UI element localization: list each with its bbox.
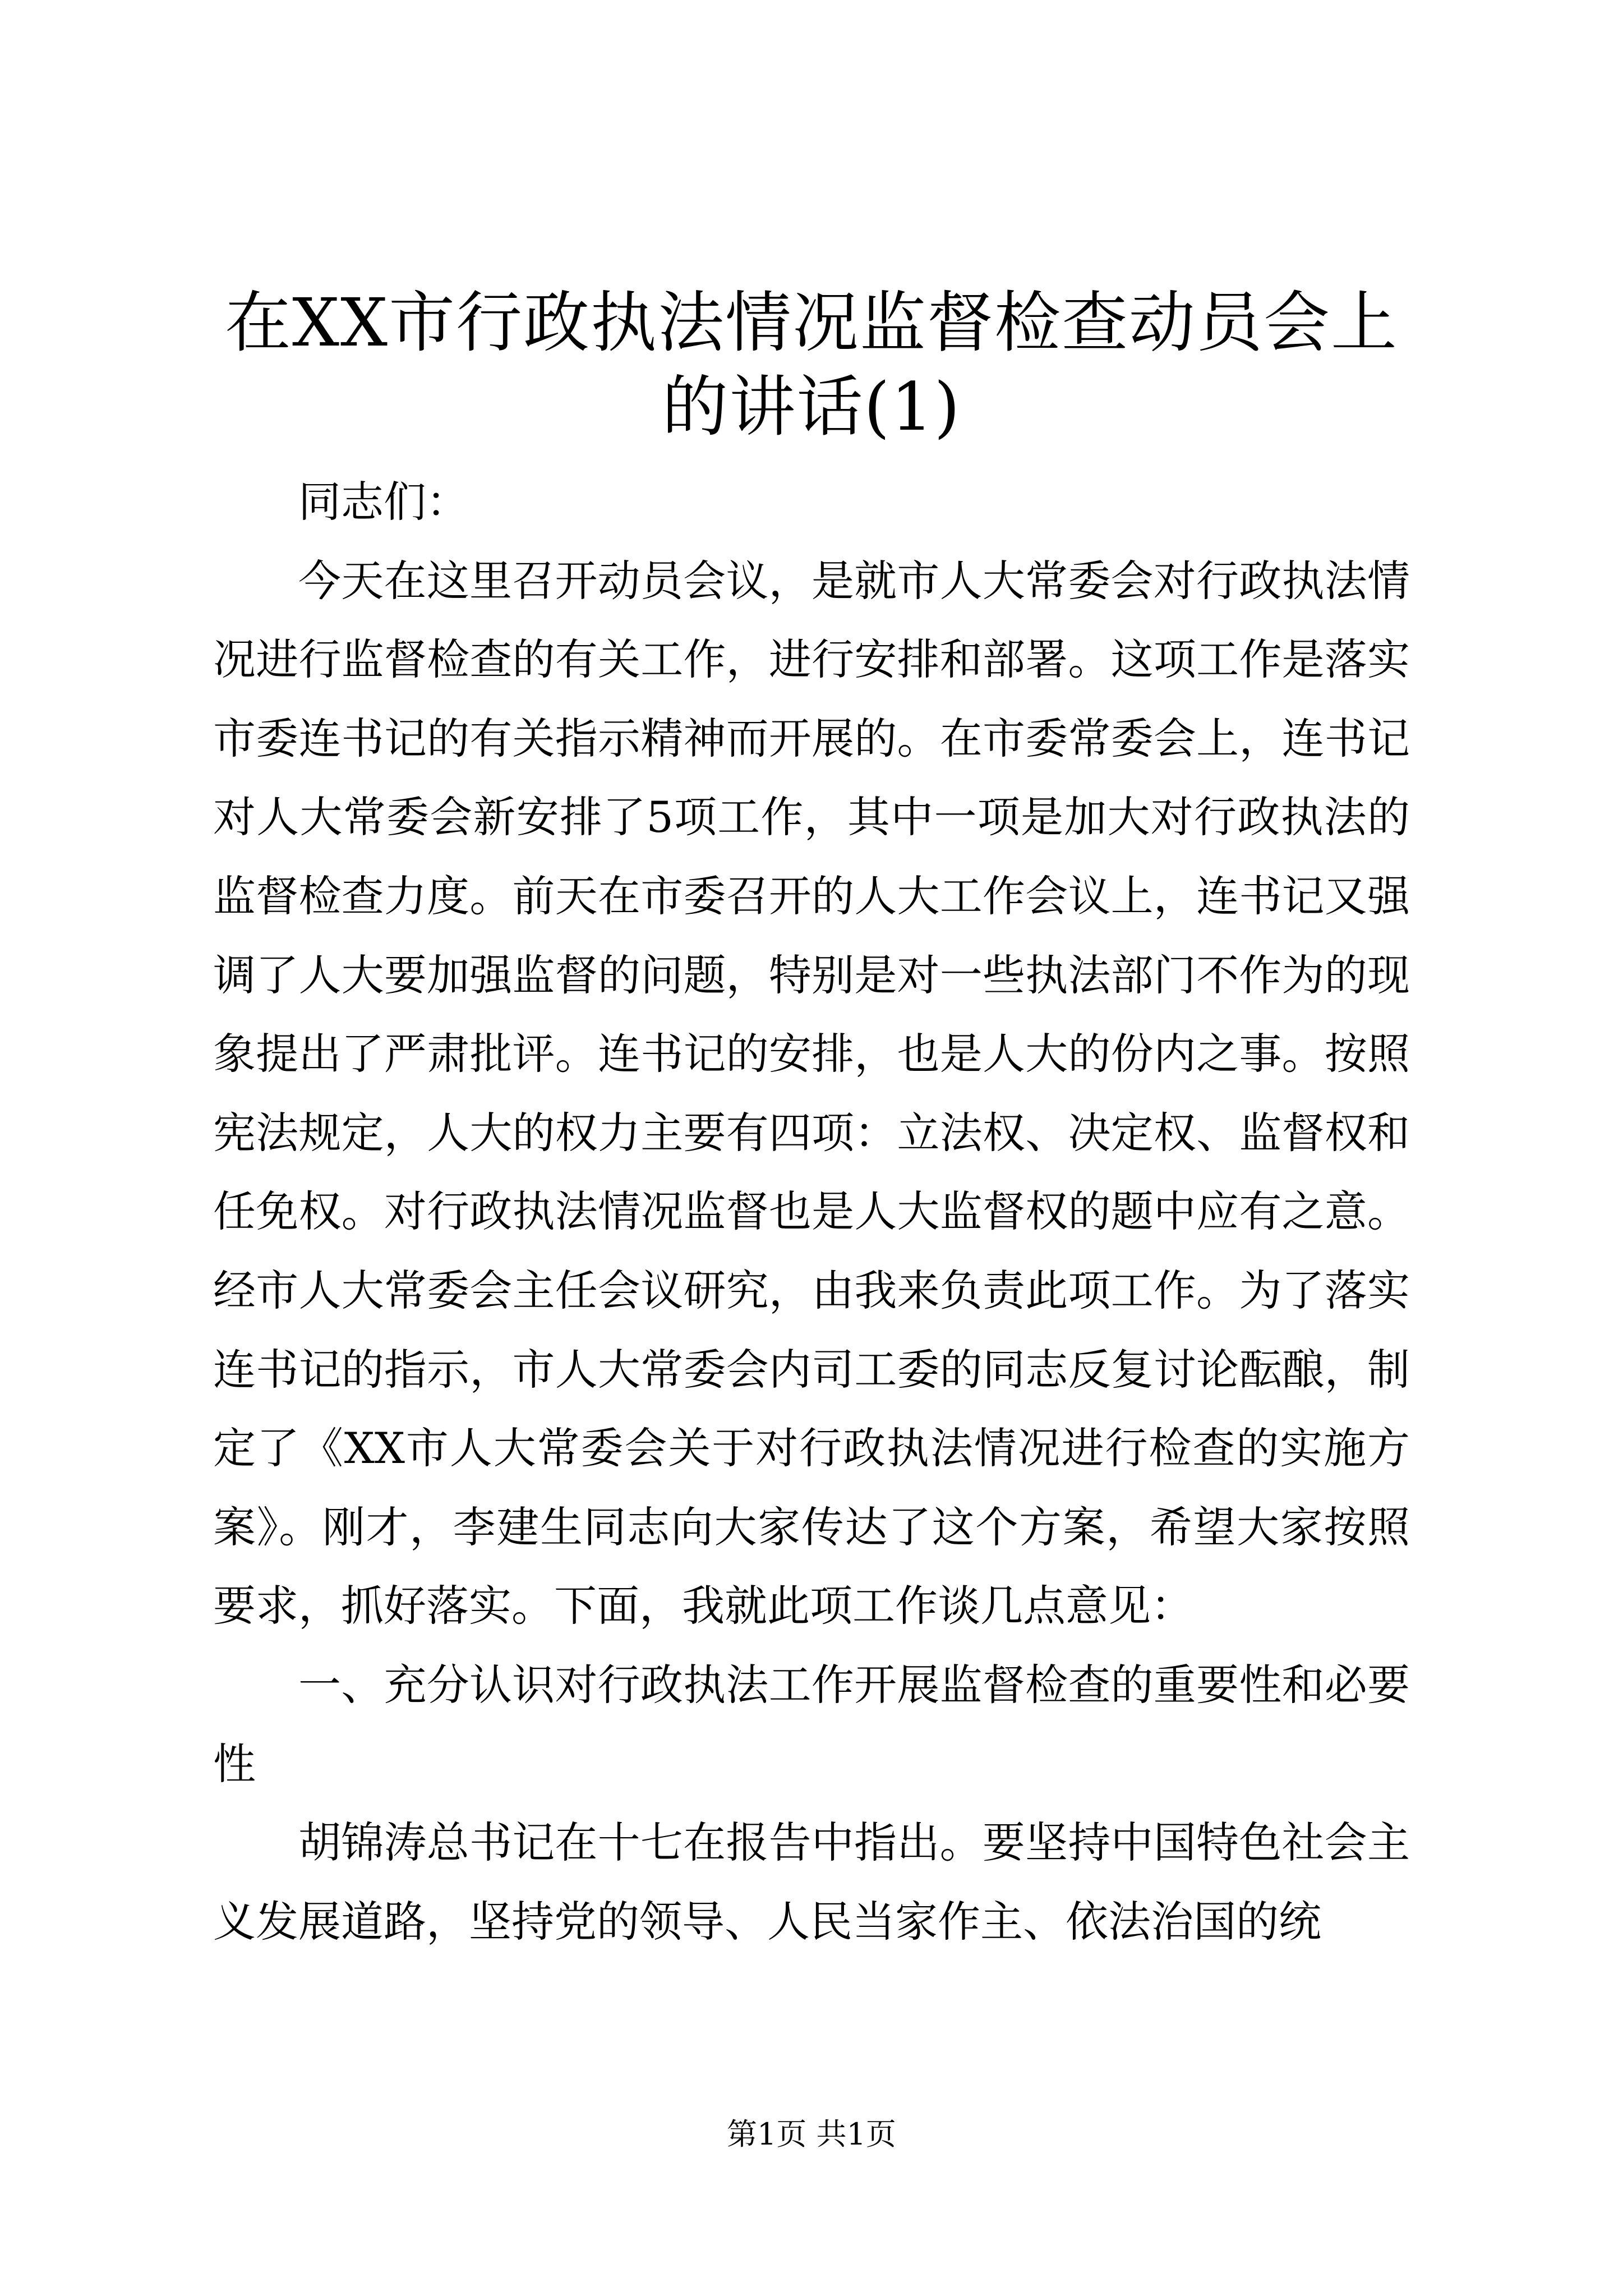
document-title: 在XX市行政执法情况监督检查动员会上的讲话(1) [224, 284, 1398, 445]
page-footer: 第1页 共1页 [727, 2116, 896, 2152]
document-body [213, 463, 1410, 1961]
intro-paragraph: 今天在这里召开动员会议，是就市人大常委会对行政执法情况进行监督检查的有关工作，进行安排和部署。这项工作是落实市委连书记的有关指示精神而开展的。在市委常委会上，连书记对人大常委会新安排了5项工作，其中一项是加大对行政执法的监督检查力度。前天在市委召开的人大工作会议上，连书记又强调了人大要加强监督的问题，特别是对一些执法部门不作为的现象提出了严肃批评。连书记的安排，也是人大的份内之事。按照宪法规定，人大的权力主要有四项：立法权、决定权、监督权和任免权。对行政执法情况监督也是人大监督权的题中应有之意。经市人大常委会主任会议研究，由我来负责此项工作。为了落实连书记的指示，市人大常委会内司工委的同志反复讨论酝酿，制定了《XX市人大常委会关于对行政执法情况进行检查的实施方案》。刚才，李建生同志向大家传达了这个方案，希望大家按照要求，抓好落实。下面，我就此项工作谈几点意见： [213, 555, 1410, 1631]
section-heading-1: 一、充分认识对行政执法工作开展监督检查的重要性和必要性 [213, 1659, 1410, 1789]
body-paragraph: 胡锦涛总书记在十七在报告中指出。要坚持中国特色社会主义发展道路，坚持党的领导、人民当家作主、依法治国的统 [213, 1818, 1410, 1947]
salutation-paragraph: 同志们： [298, 477, 469, 527]
